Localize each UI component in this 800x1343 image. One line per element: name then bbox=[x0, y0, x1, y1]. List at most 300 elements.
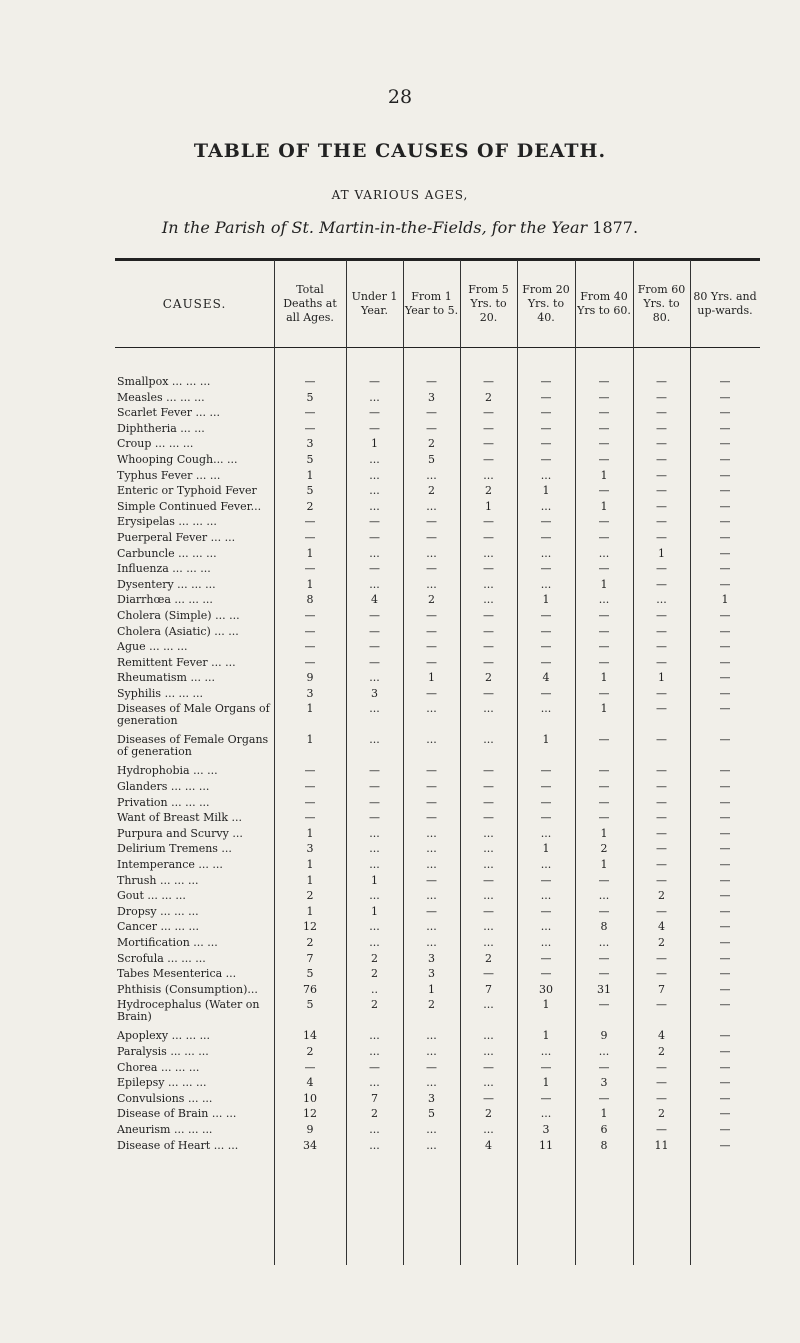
count-cell: — bbox=[426, 873, 437, 887]
count-cell: — bbox=[598, 733, 610, 747]
count-cell: 4 bbox=[658, 1029, 665, 1043]
header-causes: CAUSES. bbox=[162, 297, 227, 311]
cause-label: Smallpox ... ... ... bbox=[117, 376, 211, 388]
count-cell: ... bbox=[540, 702, 552, 716]
count-cell: — bbox=[540, 421, 552, 435]
count-cell: 5 bbox=[428, 452, 435, 466]
count-cell: — bbox=[719, 499, 731, 513]
count-cell: — bbox=[656, 577, 667, 591]
count-cell: 5 bbox=[306, 390, 314, 404]
count-cell: — bbox=[598, 562, 610, 576]
count-cell: — bbox=[426, 608, 437, 622]
count-cell: — bbox=[540, 873, 552, 887]
count-cell: 7 bbox=[658, 982, 665, 996]
count-cell: 9 bbox=[306, 1122, 314, 1136]
count-cell: ... bbox=[540, 858, 552, 872]
count-cell: — bbox=[540, 951, 552, 965]
count-cell: — bbox=[304, 780, 316, 794]
count-cell: 1 bbox=[658, 671, 665, 685]
count-cell: — bbox=[719, 562, 731, 576]
count-cell: 3 bbox=[306, 437, 314, 451]
table-row bbox=[115, 454, 760, 470]
count-cell: — bbox=[304, 515, 316, 529]
count-cell: 7 bbox=[371, 1091, 378, 1105]
table-row bbox=[115, 1030, 760, 1046]
count-cell: — bbox=[656, 375, 667, 388]
count-cell: 2 bbox=[306, 936, 314, 949]
count-cell: 1 bbox=[542, 1029, 550, 1043]
count-cell: — bbox=[656, 1076, 667, 1090]
count-cell: — bbox=[369, 1060, 380, 1074]
count-cell: — bbox=[369, 764, 380, 778]
header-5-to-20: From 5 Yrs. to 20. bbox=[468, 283, 509, 324]
count-cell: 2 bbox=[428, 998, 435, 1012]
cause-label: Enteric or Typhoid Fever bbox=[117, 485, 257, 498]
table-row bbox=[115, 875, 760, 891]
count-cell: — bbox=[540, 811, 552, 825]
count-cell: 1 bbox=[428, 671, 435, 685]
count-cell: — bbox=[483, 811, 494, 825]
count-cell: — bbox=[540, 904, 552, 918]
cause-label: Cholera (Simple) ... ... bbox=[117, 609, 240, 622]
count-cell: ... bbox=[426, 577, 437, 591]
cause-label: Gout ... ... ... bbox=[117, 890, 186, 903]
table-row bbox=[115, 1077, 760, 1093]
count-cell: — bbox=[656, 811, 667, 825]
count-cell: 4 bbox=[485, 1138, 492, 1152]
table-row bbox=[115, 516, 760, 532]
count-cell: 1 bbox=[542, 998, 550, 1012]
count-cell: ... bbox=[426, 920, 437, 934]
count-cell: 1 bbox=[721, 593, 729, 607]
count-cell: 2 bbox=[306, 499, 314, 513]
cause-label: Cholera (Asiatic) ... ... bbox=[117, 625, 239, 638]
count-cell: 3 bbox=[428, 390, 435, 404]
table-row bbox=[115, 812, 760, 828]
count-cell: 30 bbox=[539, 982, 553, 996]
count-cell: — bbox=[426, 764, 437, 778]
cause-label: Scarlet Fever ... ... bbox=[117, 407, 220, 420]
cause-label: Diphtheria ... ... bbox=[117, 422, 205, 435]
table-row bbox=[115, 563, 760, 579]
count-cell: — bbox=[598, 764, 610, 778]
year: 1877. bbox=[592, 218, 639, 237]
count-cell: — bbox=[483, 1060, 494, 1074]
count-cell: — bbox=[304, 375, 316, 388]
table-row bbox=[115, 797, 760, 813]
count-cell: — bbox=[656, 826, 667, 840]
table-row bbox=[115, 703, 760, 734]
count-cell: 9 bbox=[600, 1029, 608, 1043]
page-number: 28 bbox=[387, 86, 413, 108]
count-cell: — bbox=[719, 655, 731, 669]
table-row bbox=[115, 672, 760, 688]
count-cell: ... bbox=[369, 1122, 380, 1136]
count-cell: 12 bbox=[303, 1107, 317, 1121]
table-row bbox=[115, 1046, 760, 1062]
count-cell: 6 bbox=[600, 1122, 608, 1136]
count-cell: — bbox=[304, 655, 316, 669]
count-cell: 5 bbox=[306, 484, 314, 498]
count-cell: — bbox=[304, 608, 316, 622]
count-cell: ... bbox=[540, 889, 552, 903]
table-row bbox=[115, 921, 760, 937]
cause-label: Mortification ... ... bbox=[117, 937, 218, 949]
table-row bbox=[115, 1140, 760, 1156]
table-row bbox=[115, 953, 760, 969]
count-cell: — bbox=[426, 530, 437, 544]
header-total: Total Deaths at all Ages. bbox=[283, 283, 337, 324]
cause-label: Paralysis ... ... ... bbox=[117, 1045, 209, 1058]
count-cell: ... bbox=[369, 889, 380, 903]
count-cell: — bbox=[719, 640, 731, 654]
count-cell: 2 bbox=[485, 671, 492, 685]
count-cell: — bbox=[598, 873, 610, 887]
count-cell: — bbox=[426, 562, 437, 576]
count-cell: — bbox=[719, 780, 731, 794]
count-cell: 8 bbox=[306, 593, 314, 607]
count-cell: — bbox=[483, 562, 494, 576]
cause-label: Want of Breast Milk ... bbox=[117, 812, 243, 825]
count-cell: 1 bbox=[542, 484, 550, 498]
count-cell: ... bbox=[483, 1122, 494, 1136]
count-cell: 2 bbox=[485, 951, 492, 965]
count-cell: — bbox=[598, 811, 610, 825]
count-cell: 1 bbox=[600, 468, 608, 482]
count-cell: ... bbox=[369, 546, 380, 560]
table-row bbox=[115, 626, 760, 642]
count-cell: — bbox=[719, 951, 731, 965]
header-20-to-40: From 20 Yrs. to 40. bbox=[522, 283, 570, 324]
count-cell: 5 bbox=[428, 1107, 435, 1121]
count-cell: — bbox=[656, 733, 667, 747]
count-cell: ... bbox=[426, 499, 437, 513]
count-cell: — bbox=[426, 811, 437, 825]
count-cell: 10 bbox=[303, 1091, 317, 1105]
count-cell: 1 bbox=[658, 546, 665, 560]
table-title: TABLE OF THE CAUSES OF DEATH. bbox=[193, 140, 607, 162]
count-cell: ... bbox=[369, 577, 380, 591]
count-cell: ... bbox=[369, 452, 380, 466]
count-cell: 5 bbox=[306, 452, 314, 466]
count-cell: ... bbox=[426, 1044, 437, 1058]
count-cell: 1 bbox=[306, 904, 314, 918]
cause-label: Ague ... ... ... bbox=[117, 641, 188, 654]
count-cell: — bbox=[656, 858, 667, 872]
count-cell: ... bbox=[369, 468, 380, 482]
count-cell: — bbox=[656, 655, 667, 669]
count-cell: 14 bbox=[303, 1029, 317, 1043]
cause-label: Dysentery ... ... ... bbox=[117, 578, 216, 591]
count-cell: — bbox=[719, 967, 731, 981]
count-cell: 1 bbox=[600, 826, 608, 840]
count-cell: — bbox=[304, 764, 316, 778]
count-cell: — bbox=[540, 375, 552, 388]
cause-label: Hydrocephalus (Water on Brain) bbox=[117, 999, 260, 1024]
count-cell: ... bbox=[426, 889, 437, 903]
count-cell: 4 bbox=[371, 593, 378, 607]
count-cell: 11 bbox=[654, 1138, 669, 1152]
count-cell: — bbox=[719, 1091, 731, 1105]
count-cell: 2 bbox=[658, 889, 665, 903]
count-cell: — bbox=[426, 640, 437, 654]
table-row bbox=[115, 828, 760, 844]
count-cell: ... bbox=[483, 593, 494, 607]
count-cell: 1 bbox=[306, 702, 314, 716]
count-cell: — bbox=[598, 421, 610, 435]
count-cell: 3 bbox=[428, 967, 435, 981]
cause-label: Scrofula ... ... ... bbox=[117, 952, 206, 965]
count-cell: — bbox=[483, 1091, 494, 1105]
count-cell: ... bbox=[540, 546, 552, 560]
count-cell: ... bbox=[426, 858, 437, 872]
count-cell: 1 bbox=[600, 858, 608, 872]
count-cell: 3 bbox=[542, 1122, 550, 1136]
count-cell: — bbox=[598, 795, 610, 809]
table-row bbox=[115, 1093, 760, 1109]
count-cell: 12 bbox=[303, 920, 317, 934]
count-cell: — bbox=[540, 686, 552, 700]
count-cell: ... bbox=[540, 1044, 552, 1058]
count-cell: ... bbox=[656, 593, 667, 607]
table-row bbox=[115, 1062, 760, 1078]
count-cell: — bbox=[483, 640, 494, 654]
cause-label: Croup ... ... ... bbox=[117, 438, 194, 451]
count-cell: — bbox=[656, 873, 667, 887]
count-cell: ... bbox=[598, 936, 610, 949]
count-cell: ... bbox=[540, 920, 552, 934]
count-cell: ... bbox=[483, 1076, 494, 1090]
count-cell: — bbox=[426, 515, 437, 529]
count-cell: 1 bbox=[600, 499, 608, 513]
table-subtitle: AT VARIOUS AGES, bbox=[331, 188, 469, 202]
count-cell: — bbox=[719, 406, 731, 420]
table-row bbox=[115, 438, 760, 454]
count-cell: 1 bbox=[306, 546, 314, 560]
count-cell: — bbox=[656, 515, 667, 529]
count-cell: ... bbox=[483, 889, 494, 903]
count-cell: ... bbox=[369, 1138, 380, 1152]
count-cell: 1 bbox=[600, 671, 608, 685]
count-cell: — bbox=[598, 390, 610, 404]
count-cell: — bbox=[719, 1029, 731, 1043]
count-cell: — bbox=[719, 873, 731, 887]
count-cell: 2 bbox=[371, 967, 378, 981]
count-cell: 1 bbox=[306, 858, 314, 872]
count-cell: — bbox=[598, 967, 610, 981]
count-cell: — bbox=[304, 640, 316, 654]
count-cell: 3 bbox=[428, 1091, 435, 1105]
count-cell: — bbox=[483, 437, 494, 451]
table-row bbox=[115, 890, 760, 906]
count-cell: — bbox=[540, 764, 552, 778]
count-cell: — bbox=[540, 452, 552, 466]
count-cell: — bbox=[656, 795, 667, 809]
count-cell: — bbox=[369, 530, 380, 544]
count-cell: ... bbox=[483, 1029, 494, 1043]
count-cell: — bbox=[656, 530, 667, 544]
count-cell: — bbox=[304, 1060, 316, 1074]
count-cell: 2 bbox=[428, 484, 435, 498]
count-cell: — bbox=[369, 608, 380, 622]
count-cell: — bbox=[369, 421, 380, 435]
count-cell: ... bbox=[598, 546, 610, 560]
count-cell: 2 bbox=[371, 951, 378, 965]
count-cell: — bbox=[426, 904, 437, 918]
count-cell: — bbox=[426, 795, 437, 809]
table-row bbox=[115, 734, 760, 765]
count-cell: — bbox=[656, 452, 667, 466]
count-cell: — bbox=[656, 499, 667, 513]
count-cell: 1 bbox=[306, 468, 314, 482]
cause-label: Syphilis ... ... ... bbox=[117, 687, 204, 700]
cause-label: Remittent Fever ... ... bbox=[117, 656, 236, 669]
count-cell: — bbox=[656, 468, 667, 482]
count-cell: — bbox=[719, 826, 731, 840]
count-cell: 3 bbox=[600, 1076, 608, 1090]
count-cell: ... bbox=[369, 499, 380, 513]
count-cell: — bbox=[369, 655, 380, 669]
count-cell: — bbox=[540, 624, 552, 638]
count-cell: — bbox=[719, 437, 731, 451]
cause-label: Phthisis (Consumption)... bbox=[117, 983, 258, 996]
table-row bbox=[115, 843, 760, 859]
count-cell: — bbox=[719, 515, 731, 529]
count-cell: — bbox=[719, 811, 731, 825]
count-cell: ... bbox=[369, 858, 380, 872]
count-cell: ... bbox=[540, 468, 552, 482]
cause-label: Whooping Cough... ... bbox=[117, 453, 238, 466]
count-cell: ... bbox=[483, 733, 494, 747]
count-cell: — bbox=[656, 764, 667, 778]
count-cell: — bbox=[719, 936, 731, 949]
cause-label: Erysipelas ... ... ... bbox=[117, 516, 217, 529]
count-cell: 1 bbox=[371, 873, 378, 887]
count-cell: — bbox=[719, 530, 731, 544]
table-row bbox=[115, 423, 760, 439]
count-cell: ... bbox=[369, 1044, 380, 1058]
count-cell: ... bbox=[540, 936, 552, 949]
count-cell: 5 bbox=[306, 998, 314, 1012]
count-cell: 2 bbox=[658, 1107, 665, 1121]
count-cell: — bbox=[540, 780, 552, 794]
table-row bbox=[115, 641, 760, 657]
count-cell: — bbox=[483, 608, 494, 622]
table-row bbox=[115, 579, 760, 595]
count-cell: ... bbox=[369, 671, 380, 685]
count-cell: — bbox=[426, 421, 437, 435]
table-row bbox=[115, 376, 760, 392]
count-cell: — bbox=[598, 375, 610, 388]
cause-label: Rheumatism ... ... bbox=[117, 672, 215, 685]
count-cell: — bbox=[426, 686, 437, 700]
count-cell: — bbox=[483, 452, 494, 466]
table-row bbox=[115, 688, 760, 704]
count-cell: 4 bbox=[542, 671, 550, 685]
count-cell: — bbox=[656, 780, 667, 794]
cause-label: Glanders ... ... ... bbox=[117, 781, 210, 794]
count-cell: — bbox=[719, 546, 731, 560]
count-cell: 4 bbox=[658, 920, 665, 934]
count-cell: — bbox=[719, 375, 731, 388]
count-cell: ... bbox=[426, 936, 437, 949]
count-cell: — bbox=[719, 889, 731, 903]
cause-label: Typhus Fever ... ... bbox=[117, 469, 221, 482]
count-cell: 1 bbox=[542, 733, 550, 747]
table-row bbox=[115, 485, 760, 501]
count-cell: ... bbox=[483, 936, 494, 949]
count-cell: 8 bbox=[600, 920, 608, 934]
count-cell: — bbox=[719, 1138, 731, 1152]
count-cell: — bbox=[369, 780, 380, 794]
count-cell: 1 bbox=[542, 1076, 550, 1090]
cause-label: Cancer ... ... ... bbox=[117, 921, 199, 934]
count-cell: — bbox=[656, 1122, 667, 1136]
count-cell: — bbox=[656, 702, 667, 716]
count-cell: 2 bbox=[485, 484, 492, 498]
count-cell: — bbox=[483, 967, 494, 981]
count-cell: 11 bbox=[539, 1138, 553, 1152]
count-cell: 2 bbox=[371, 998, 378, 1012]
count-cell: — bbox=[304, 624, 316, 638]
count-cell: ... bbox=[483, 546, 494, 560]
count-cell: ... bbox=[540, 499, 552, 513]
table-row bbox=[115, 501, 760, 517]
count-cell: — bbox=[719, 795, 731, 809]
count-cell: — bbox=[540, 406, 552, 420]
count-cell: ... bbox=[369, 702, 380, 716]
count-cell: — bbox=[656, 562, 667, 576]
count-cell: — bbox=[426, 655, 437, 669]
count-cell: ... bbox=[483, 920, 494, 934]
table-header bbox=[115, 262, 760, 346]
count-cell: 76 bbox=[303, 982, 317, 996]
count-cell: — bbox=[598, 998, 610, 1012]
count-cell: — bbox=[483, 780, 494, 794]
top-rule bbox=[115, 258, 760, 261]
count-cell: — bbox=[304, 406, 316, 420]
count-cell: — bbox=[719, 858, 731, 872]
count-cell: ... bbox=[426, 702, 437, 716]
count-cell: — bbox=[598, 515, 610, 529]
count-cell: — bbox=[483, 375, 494, 388]
count-cell: — bbox=[656, 686, 667, 700]
count-cell: — bbox=[656, 640, 667, 654]
count-cell: ... bbox=[426, 826, 437, 840]
count-cell: 1 bbox=[542, 593, 550, 607]
count-cell: 1 bbox=[600, 1107, 608, 1121]
count-cell: ... bbox=[426, 1122, 437, 1136]
count-cell: — bbox=[598, 437, 610, 451]
count-cell: — bbox=[719, 1044, 731, 1058]
count-cell: — bbox=[719, 608, 731, 622]
cause-label: Aneurism ... ... ... bbox=[117, 1123, 213, 1136]
table-row bbox=[115, 999, 760, 1030]
table-row bbox=[115, 1124, 760, 1140]
count-cell: — bbox=[719, 577, 731, 591]
count-cell: — bbox=[656, 421, 667, 435]
cause-label: Hydrophobia ... ... bbox=[117, 765, 218, 778]
count-cell: — bbox=[598, 452, 610, 466]
table-row bbox=[115, 407, 760, 423]
cause-label: Thrush ... ... ... bbox=[117, 874, 199, 887]
cause-label: Puerperal Fever ... ... bbox=[117, 531, 236, 544]
cause-label: Diarrhœa ... ... ... bbox=[117, 594, 213, 607]
count-cell: ... bbox=[369, 733, 380, 747]
cause-label: Privation ... ... ... bbox=[117, 796, 210, 809]
table-row bbox=[115, 765, 760, 781]
count-cell: 2 bbox=[306, 1044, 314, 1058]
